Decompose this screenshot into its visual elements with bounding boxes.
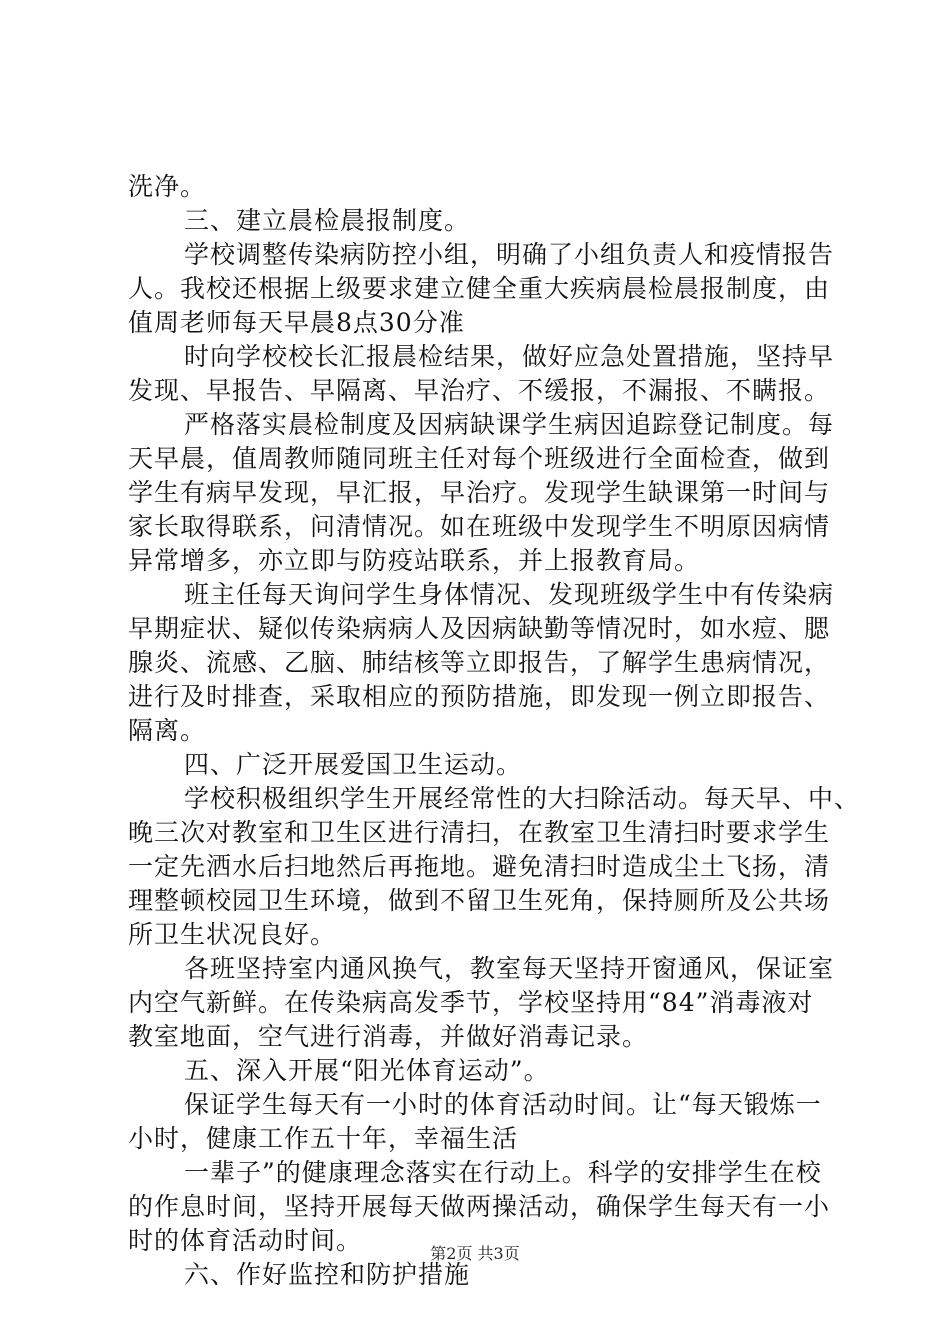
text-line: 隔离。 [128,716,207,745]
text-line: 五、深入开展“阳光体育运动”。 [184,1056,550,1085]
text-line: 时的体育活动时间。 [128,1226,363,1255]
text-line: 异常增多，亦立即与防疫站联系，并上报教育局。 [128,546,701,575]
text-line: 学生有病早发现，早汇报，早治疗。发现学生缺课第一时间与 [128,478,831,507]
text-line: 进行及时排查，采取相应的预防措施，即发现一例立即报告、 [128,682,831,711]
text-line: 小时，健康工作五十年，幸福生活 [128,1124,519,1153]
text-line: 保证学生每天有一小时的体育活动时间。让“每天锻炼一 [184,1090,822,1119]
text-line: 早期症状、疑似传染病病人及因病缺勤等情况时，如水痘、腮 [128,614,831,643]
text-line: 一辈子”的健康理念落实在行动上。科学的安排学生在校 [184,1158,822,1187]
text-line: 班主任每天询问学生身体情况、发现班级学生中有传染病 [184,580,835,609]
text-line: 内空气新鲜。在传染病高发季节，学校坚持用“84”消毒液对 [128,988,814,1017]
text-line: 人。我校还根据上级要求建立健全重大疾病晨检晨报制度，由 [128,274,831,303]
text-line: 晚三次对教室和卫生区进行清扫，在教室卫生清扫时要求学生 [128,818,831,847]
text-line: 理整顿校园卫生环境，做到不留卫生死角，保持厕所及公共场 [128,886,831,915]
text-line: 发现、早报告、早隔离、早治疗、不缓报，不漏报、不瞒报。 [128,376,831,405]
text-line: 三、建立晨检晨报制度。 [184,206,471,235]
text-line: 值周老师每天早晨8点30分准 [128,308,465,337]
text-line: 四、广泛开展爱国卫生运动。 [184,750,523,779]
page-footer: 第2页 共3页 [430,1244,520,1263]
text-line: 严格落实晨检制度及因病缺课学生病因追踪登记制度。每 [184,410,835,439]
text-line: 各班坚持室内通风换气，教室每天坚持开窗通风，保证室 [184,954,835,983]
text-line: 一定先洒水后扫地然后再拖地。避免清扫时造成尘土飞扬，清 [128,852,831,881]
text-line: 学校调整传染病防控小组，明确了小组负责人和疫情报告 [184,240,835,269]
text-line: 天早晨，值周教师随同班主任对每个班级进行全面检查，做到 [128,444,831,473]
text-line: 学校积极组织学生开展经常性的大扫除活动。每天早、中、 [184,784,861,813]
text-line: 教室地面，空气进行消毒，并做好消毒记录。 [128,1022,649,1051]
text-line: 家长取得联系，问清情况。如在班级中发现学生不明原因病情 [128,512,831,541]
text-line: 六、作好监控和防护措施 [184,1260,471,1289]
text-line: 的作息时间，坚持开展每天做两操活动，确保学生每天有一小 [128,1192,831,1221]
text-line: 洗净。 [128,172,207,201]
text-line: 所卫生状况良好。 [128,920,337,949]
text-line: 腺炎、流感、乙脑、肺结核等立即报告，了解学生患病情况， [128,648,831,677]
text-line: 时向学校校长汇报晨检结果，做好应急处置措施，坚持早 [184,342,835,371]
document-body [128,170,861,1292]
